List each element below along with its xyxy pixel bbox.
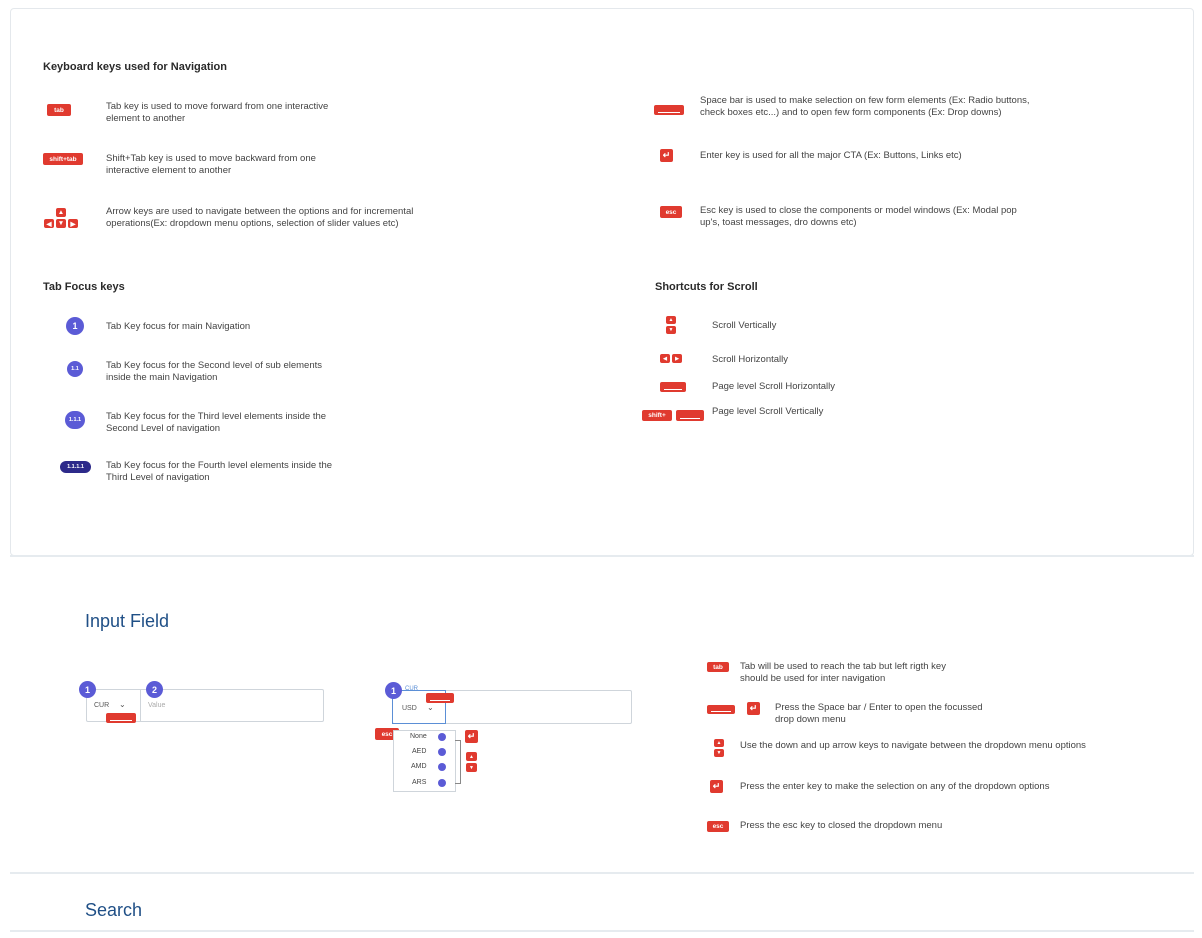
arrow-keys-desc-line2: operations(Ex: dropdown menu options, selection of slider values etc) — [106, 218, 399, 229]
focus-level4-desc-line2: Third Level of navigation — [106, 472, 210, 483]
instr-tab-desc-line2: should be used for inter navigation — [740, 673, 886, 684]
space-key-desc-line1: Space bar is used to make selection on few form elements (Ex: Radio buttons, — [700, 95, 1030, 106]
input-field-title: Input Field — [85, 611, 170, 631]
page-scroll-horizontal-desc: Page level Scroll Horizontally — [712, 381, 836, 392]
keyboard-nav-heading: Keyboard keys used for Navigation — [43, 61, 227, 73]
dropdown-option-ars-focus-dot — [438, 779, 446, 787]
instr-close-desc-line1: Press the esc key to closed the dropdown menu — [740, 820, 943, 831]
tab-key-desc — [106, 101, 328, 125]
scroll-right-key-icon: ▶ — [672, 354, 682, 363]
scroll-heading: Shortcuts for Scroll — [655, 281, 758, 293]
dropdown-up-key-icon: ▲ — [466, 752, 477, 761]
instr-open-desc — [775, 702, 983, 726]
focus-level4-desc — [106, 460, 332, 484]
esc-key-desc-line1: Esc key is used to close the components or model windows (Ex: Modal pop — [700, 205, 1017, 216]
arrow-down-key-icon: ▼ — [57, 220, 65, 227]
instr-tab-desc — [740, 661, 946, 685]
instr-select-desc — [740, 781, 1049, 793]
focus-space-key-icon — [106, 713, 136, 723]
esc-key-desc — [700, 205, 1017, 229]
scroll-down-key-icon: ▼ — [666, 326, 676, 334]
focus-badge-1: 1 — [79, 681, 96, 698]
focus-badge-level2: 1.1 — [67, 361, 83, 377]
tab-key-desc-line2: element to another — [106, 113, 186, 124]
instr-enter-key-icon: ↵ — [747, 702, 760, 715]
focus-level1-desc — [106, 321, 250, 333]
enter-key-desc — [700, 150, 962, 162]
dropdown-option-ars[interactable]: ARS — [412, 779, 427, 786]
shift-tab-key-desc-line2: interactive element to another — [106, 165, 232, 176]
focus-badge-2: 2 — [146, 681, 163, 698]
dropdown-focus-badge-1: 1 — [385, 682, 402, 699]
dropdown-usd-value: USD — [402, 705, 417, 712]
space-key-desc-line2: check boxes etc...) and to open few form components (Ex: Drop downs) — [700, 107, 1002, 118]
dropdown-option-amd[interactable]: AMD — [411, 763, 427, 770]
shift-tab-key-desc-line1: Shift+Tab key is used to move backward from one — [106, 153, 316, 164]
dropdown-menu-bracket — [455, 740, 461, 784]
value-input[interactable]: Value — [148, 702, 166, 709]
page-space-key-icon — [660, 382, 686, 392]
currency-select-divider — [140, 689, 141, 722]
instr-down-key-icon: ▼ — [714, 749, 724, 757]
enter-key-icon: ↵ — [660, 149, 673, 162]
shift-tab-key-desc — [106, 153, 316, 177]
chevron-down-icon: ⌄ — [119, 700, 126, 709]
tab-key-desc-line1: Tab key is used to move forward from one interactive — [106, 101, 329, 112]
instr-navigate-desc-line1: Use the down and up arrow keys to navigate between the dropdown menu options — [740, 740, 1086, 751]
instr-close-desc — [740, 820, 942, 832]
esc-key-icon: esc — [660, 206, 682, 218]
instr-select-desc-line1: Press the enter key to make the selection on any of the dropdown options — [740, 781, 1050, 792]
instr-tab-desc-line1: Tab will be used to reach the tab but left rigth key — [740, 661, 946, 672]
focus-badge-level3: 1.1.1 — [65, 411, 85, 429]
focus-level4-desc-line1: Tab Key focus for the Fourth level elements inside the — [106, 460, 333, 471]
dropdown-enter-key-icon: ↵ — [465, 730, 478, 743]
enter-key-desc-line1: Enter key is used for all the major CTA (Ex: Buttons, Links etc) — [700, 150, 962, 161]
instr-open-desc-line1: Press the Space bar / Enter to open the focussed — [775, 702, 983, 713]
page-scroll-vertical-desc: Page level Scroll Vertically — [712, 406, 824, 417]
focus-badge-level1: 1 — [66, 317, 84, 335]
space-key-icon — [654, 105, 684, 115]
arrow-keys-desc-line1: Arrow keys are used to navigate between the options and for incremental — [106, 206, 414, 217]
search-card-bottom-border — [10, 930, 1194, 932]
instr-up-key-icon: ▲ — [714, 739, 724, 747]
arrow-left-key-icon: ◀ — [44, 219, 54, 228]
space-key-desc — [700, 95, 1030, 119]
focus-level1-desc-line1: Tab Key focus for main Navigation — [106, 321, 251, 332]
currency-select-value[interactable]: CUR — [94, 702, 110, 709]
dropdown-option-aed[interactable]: AED — [412, 748, 427, 755]
shift-tab-key-icon: shift+tab — [43, 153, 83, 165]
instr-space-key-icon — [707, 705, 735, 714]
dropdown-esc-key-icon: esc — [375, 728, 399, 740]
instr-navigate-desc — [740, 740, 1086, 752]
dropdown-chevron-icon: ⌄ — [427, 703, 434, 712]
focus-level3-desc-line2: Second Level of navigation — [106, 423, 221, 434]
focus-level3-desc-line1: Tab Key focus for the Third level elements inside the — [106, 411, 327, 422]
dropdown-down-key-icon: ▼ — [466, 763, 477, 772]
dropdown-option-none-focus-dot — [438, 733, 446, 741]
section-divider — [10, 555, 1194, 557]
tab-focus-heading: Tab Focus keys — [43, 281, 125, 293]
instr-tab-key-icon: tab — [707, 662, 729, 672]
arrow-keys-desc — [106, 206, 413, 230]
esc-key-desc-line2: up's, toast messages, dro downs etc) — [700, 217, 857, 228]
scroll-left-key-icon: ◀ — [660, 354, 670, 363]
instr-select-enter-key-icon: ↵ — [710, 780, 723, 793]
scroll-up-key-icon: ▲ — [666, 316, 676, 324]
dropdown-option-amd-focus-dot — [438, 763, 446, 771]
focus-level3-desc — [106, 411, 326, 435]
focus-level2-desc-line2: inside the main Navigation — [106, 372, 218, 383]
search-title: Search — [85, 900, 143, 920]
tab-key-icon: tab — [47, 104, 71, 116]
instr-open-desc-line2: drop down menu — [775, 714, 846, 725]
page-vertical-space-key-icon — [676, 410, 704, 421]
focus-badge-level4: 1.1.1.1 — [60, 461, 91, 473]
dropdown-option-none[interactable]: None — [410, 733, 427, 740]
dropdown-option-aed-focus-dot — [438, 748, 446, 756]
dropdown-cur-label: CUR — [405, 686, 418, 692]
focus-level2-desc-line1: Tab Key focus for the Second level of sub elements — [106, 360, 322, 371]
arrow-up-key-icon: ▲ — [57, 209, 65, 216]
shift-key-icon: shift+ — [642, 410, 672, 421]
scroll-vertical-desc: Scroll Vertically — [712, 320, 777, 331]
dropdown-space-key-icon — [426, 693, 454, 703]
arrow-right-key-icon: ▶ — [68, 219, 78, 228]
section-divider-2 — [10, 872, 1194, 874]
focus-level2-desc — [106, 360, 322, 384]
instr-esc-key-icon: esc — [707, 821, 729, 832]
scroll-horizontal-desc: Scroll Horizontally — [712, 354, 789, 365]
